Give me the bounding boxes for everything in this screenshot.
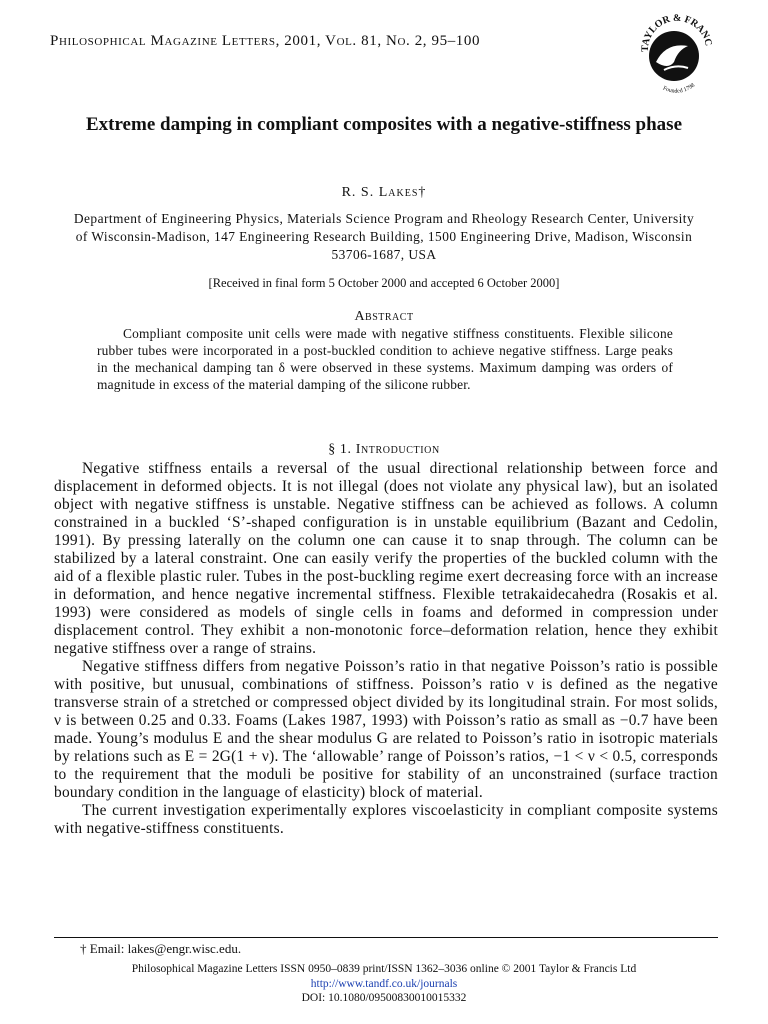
section-heading: § 1. Introduction xyxy=(328,442,440,457)
paragraph: Negative stiffness entails a reversal of the usual directional relationship between force and displacement in deformed objects. It is not illegal (does not violate any physical law), but an isolated object with negative stiffness is unstable. Negative stiffness can be achieved as follows. A column constrained in a buckled ‘S’-shaped configuration is in unstable equilibrium (Bazant and Cedolin, 1991). By pressing laterally on the column one can cause it to snap through. The column can be stabilized by a lateral constraint. One can easily verify the properties of the buckled column with the aid of a flexible plastic ruler. Tubes in the post-buckling regime exert decreasing force with an increase in deformation, and hence negative incremental stiffness. Flexible tetrakaidecahedra (Rosakis et al. 1993) were considered as models of single cells in foams and deformed in compression under displacement control. They exhibit a non-monotonic force–deformation relation, hence they exhibit negative stiffness over a range of strains. xyxy=(54,460,718,657)
abstract-text: Compliant composite unit cells were made with negative stiffness constituents. Flexible silicone rubber tubes were incorporated in a post-buckled condition to achieve negative stiffness. Large peaks in the mechanical damping tan δ were observed in these systems. Maximum damping was orders of magnitude in excess of the material damping of the silicone rubber. xyxy=(97,326,673,392)
article-title: Extreme damping in compliant composites with a negative-stiffness phase xyxy=(85,114,683,135)
abstract-heading: Abstract xyxy=(354,309,414,324)
logo-publisher-text: TAYLOR & FRANC xyxy=(639,12,714,53)
received-dates: [Received in final form 5 October 2000 and accepted 6 October 2000] xyxy=(208,276,560,290)
svg-text:Founded 1798 xyxy=(662,83,696,95)
logo-since-text: Founded 1798 xyxy=(661,82,697,95)
running-head: Philosophical Magazine Letters, 2001, Vol. 81, No. 2, 95–100 xyxy=(50,33,481,49)
taylor-francis-logo xyxy=(636,12,722,98)
author-affiliation: Department of Engineering Physics, Materials Science Program and Rheology Research Center, University of Wisconsin-Madison, 147 Engineering Research Building, 1500 Engineering Drive, Madison, Wisconsin 53706-1687, USA xyxy=(73,211,695,262)
section-body xyxy=(54,460,718,838)
journal-issn-line: Philosophical Magazine Letters ISSN 0950–0839 print/ISSN 1362–3036 online © 2001 Taylor & Francis Ltd xyxy=(131,963,637,975)
paragraph: The current investigation experimentally explores viscoelasticity in compliant composite systems with negative-stiffness constituents. xyxy=(54,802,718,837)
doi-line: DOI: 10.1080/09500830010015332 xyxy=(301,992,467,1004)
footnote-email: † Email: lakes@engr.wisc.edu. xyxy=(80,941,242,956)
paragraph: Negative stiffness differs from negative Poisson’s ratio in that negative Poisson’s ratio is possible with positive, but unusual, combinations of stiffness. Poisson’s ratio ν is defined as the negative transverse strain of a stretched or compressed object divided by its longitudinal strain. For most solids, ν is between 0.25 and 0.33. Foams (Lakes 1987, 1993) with Poisson’s ratio as small as −0.7 have been made. Young’s modulus E and the shear modulus G are related to Poisson’s ratio in isotropic materials by relations such as E = 2G(1 + ν). The ‘allowable’ range of Poisson’s ratios, −1 < ν < 0.5, corresponds to the requirement that the moduli be positive for stability of an unconstrained (surface traction boundary condition in the language of elasticity) block of material. xyxy=(54,658,718,801)
journal-url-link[interactable]: http://www.tandf.co.uk/journals xyxy=(310,978,458,990)
footnote-divider xyxy=(54,937,718,938)
author-name: R. S. Lakes† xyxy=(341,185,427,200)
abstract-body xyxy=(97,325,673,393)
